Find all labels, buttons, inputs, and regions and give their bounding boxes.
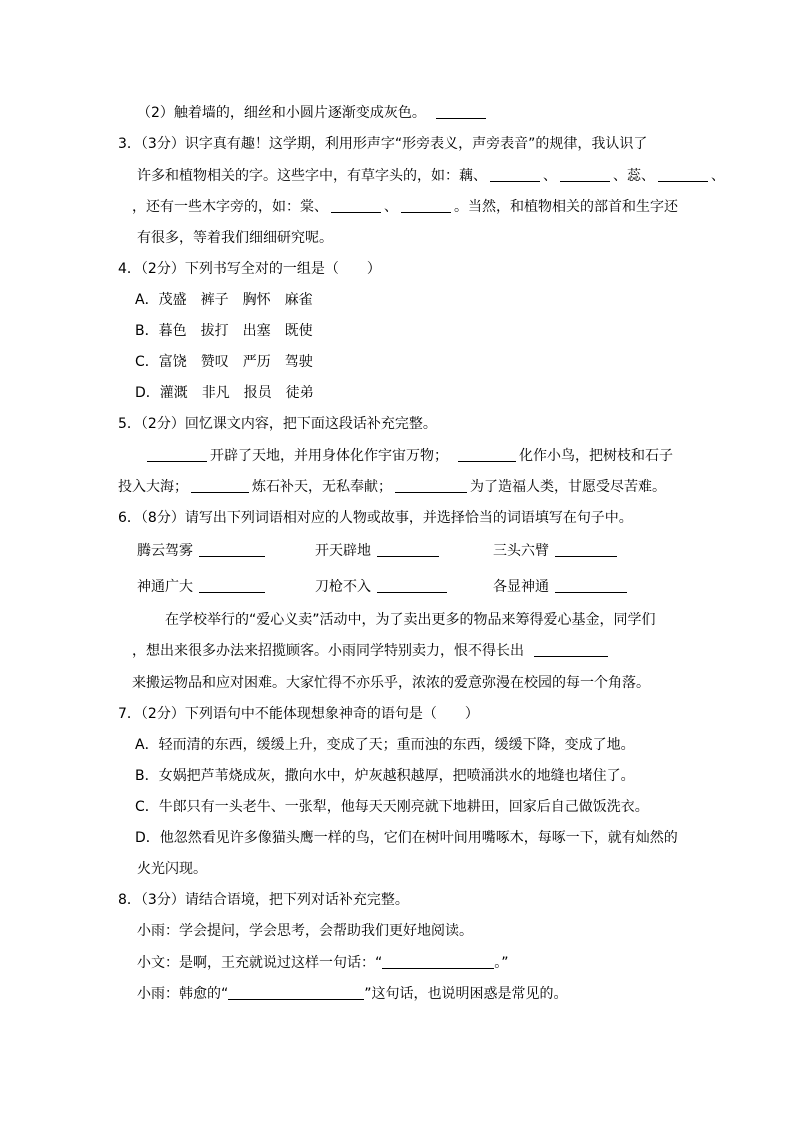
q3-head: 3．（3分）识字真有趣！这学期，利用形声字“形旁表义，声旁表音”的规律，我认识了 (118, 136, 648, 152)
q6-word-4 (137, 577, 268, 597)
answer-blank[interactable] (560, 167, 610, 182)
q3-line4: 有很多，等着我们细细研究呢。 (137, 230, 333, 246)
q6-word-1 (137, 541, 268, 561)
q4-option-c[interactable]: C．富饶 赞叹 严历 驾驶 (135, 354, 313, 370)
q3-line3-text-a: ，还有一些木字旁的，如：棠、 (132, 199, 328, 215)
q3-line2-text-b: 、蕊、 (613, 168, 655, 184)
answer-blank[interactable] (191, 478, 249, 493)
q5-line1 (147, 446, 673, 466)
q5-line1-text-b: 化作小鸟，把树枝和石子 (519, 448, 673, 464)
q3-line2-text-a: 许多和植物相关的字。这些字中，有草字头的，如：藕、 (137, 168, 487, 184)
answer-blank[interactable] (436, 104, 486, 119)
q5-line1-text-a: 开辟了天地，并用身体化作宇宙万物； (210, 448, 448, 464)
q7-option-d-cont: 火光闪现。 (137, 861, 207, 877)
q4-option-b[interactable]: B．暮色 拔打 出塞 既使 (135, 323, 313, 339)
q4-option-d[interactable]: D．灌溉 非凡 报员 徒弟 (135, 385, 314, 401)
answer-blank[interactable] (147, 447, 207, 462)
q3-line3-text-b: 。当然，和植物相关的部首和生字还 (454, 199, 678, 215)
idiom-label: 刀枪不入 (315, 579, 371, 595)
q8-dialog-2-text-b: 。” (494, 955, 509, 971)
answer-blank[interactable] (331, 198, 381, 213)
q6-word-2 (315, 541, 442, 561)
q3-line2 (137, 166, 725, 186)
q5-line2-text-c: 为了造福人类，甘愿受尽苦难。 (470, 479, 666, 495)
separator: 、 (384, 199, 398, 215)
q7-option-a[interactable]: A．轻而清的东西，缓缓上升，变成了天；重而浊的东西，缓缓下降，变成了地。 (135, 737, 635, 753)
idiom-label: 腾云驾雾 (137, 543, 193, 559)
q8-dialog-3-text-b: ”这句话，也说明困惑是常见的。 (364, 986, 568, 1002)
answer-blank[interactable] (382, 954, 494, 969)
answer-blank[interactable] (395, 478, 467, 493)
q8-head: 8．（3分）请结合语境，把下列对话补充完整。 (118, 892, 409, 908)
answer-blank[interactable] (555, 542, 617, 557)
q8-dialog-3 (137, 984, 568, 1004)
q5-line2-text-a: 投入大海； (118, 479, 188, 495)
q4-option-a[interactable]: A．茂盛 裤子 胸怀 麻雀 (135, 292, 313, 308)
q7-head: 7．（2分）下列语句中不能体现想象神奇的语句是（ ） (118, 706, 479, 722)
answer-blank[interactable] (228, 985, 364, 1000)
q6-word-6 (493, 577, 630, 597)
answer-blank[interactable] (458, 447, 516, 462)
answer-blank[interactable] (401, 198, 451, 213)
answer-blank[interactable] (199, 542, 265, 557)
answer-blank[interactable] (534, 642, 608, 657)
q8-dialog-1: 小雨：学会提问，学会思考，会帮助我们更好地阅读。 (137, 923, 473, 939)
answer-blank[interactable] (199, 578, 265, 593)
answer-blank[interactable] (377, 542, 439, 557)
answer-blank[interactable] (555, 578, 627, 593)
answer-blank[interactable] (490, 167, 540, 182)
q5-line2 (118, 477, 666, 497)
q6-para-line2-text: ，想出来很多办法来招揽顾客。小雨同学特别卖力，恨不得长出 (132, 643, 524, 659)
q7-option-b[interactable]: B．女娲把芦苇烧成灰，撒向水中，炉灰越积越厚，把喷涌洪水的地缝也堵住了。 (135, 768, 635, 784)
idiom-label: 三头六臂 (493, 543, 549, 559)
q6-para-line2 (132, 641, 611, 661)
q8-dialog-3-text-a: 小雨：韩愈的“ (137, 986, 229, 1002)
idiom-label: 各显神通 (493, 579, 549, 595)
q6-word-5 (315, 577, 450, 597)
idiom-label: 神通广大 (137, 579, 193, 595)
q2-item-2 (137, 103, 489, 123)
q8-dialog-2-text-a: 小文：是啊，王充就说过这样一句话：“ (137, 955, 383, 971)
answer-blank[interactable] (658, 167, 708, 182)
q3-line3 (132, 197, 678, 217)
q7-option-c[interactable]: C．牛郎只有一头老牛、一张犁，他每天天刚亮就下地耕田，回家后自己做饭洗衣。 (135, 799, 649, 815)
q6-word-3 (493, 541, 620, 561)
q5-head: 5．（2分）回忆课文内容，把下面这段话补充完整。 (118, 416, 437, 432)
q7-option-d[interactable]: D．他忽然看见许多像猫头鹰一样的鸟，它们在树叶间用嘴啄木，每啄一下，就有灿然的 (135, 830, 678, 846)
q8-dialog-2 (137, 953, 509, 973)
q6-head: 6．（8分）请写出下列词语相对应的人物或故事，并选择恰当的词语填写在句子中。 (118, 510, 633, 526)
q5-line2-text-b: 炼石补天，无私奉献； (252, 479, 392, 495)
q2-item-2-text: （2）触着墙的，细丝和小圆片逐渐变成灰色。 (137, 105, 426, 121)
separator: 、 (711, 168, 725, 184)
q4-head: 4．（2分）下列书写全对的一组是（ ） (118, 261, 381, 277)
idiom-label: 开天辟地 (315, 543, 371, 559)
answer-blank[interactable] (377, 578, 447, 593)
separator: 、 (543, 168, 557, 184)
q6-para-line1: 在学校举行的“爱心义卖”活动中，为了卖出更多的物品来筹得爱心基金，同学们 (165, 612, 656, 628)
q6-para-line3: 来搬运物品和应对困难。大家忙得不亦乐乎，浓浓的爱意弥漫在校园的每一个角落。 (132, 675, 650, 691)
